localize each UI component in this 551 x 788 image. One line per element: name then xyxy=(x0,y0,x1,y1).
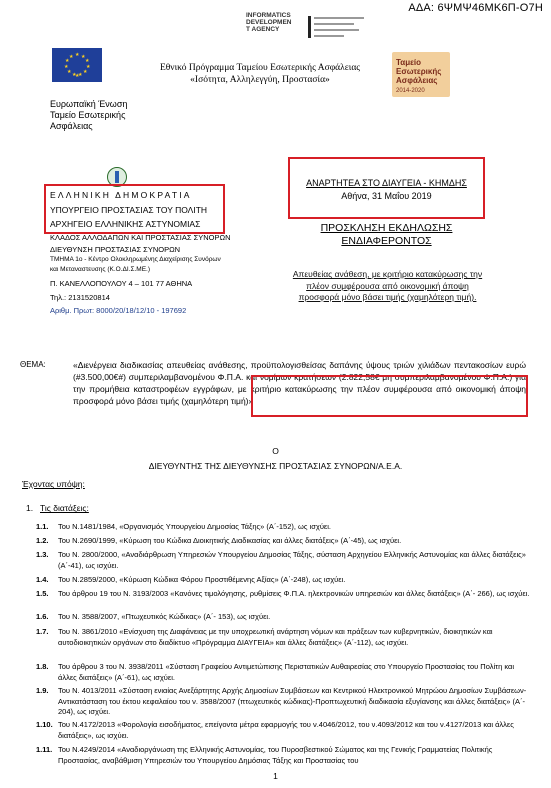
isf-logo: Ταμείο Εσωτερικής Ασφάλειας 2014-2020 xyxy=(392,52,450,97)
date-line: Αθήνα, 31 Μαΐου 2019 xyxy=(341,191,432,201)
svg-text:★: ★ xyxy=(72,72,77,78)
svg-text:★: ★ xyxy=(81,54,86,60)
subject-highlight-box xyxy=(251,375,528,417)
law-item: 1.6. Του Ν. 3588/2007, «Πτωχευτικός Κώδικας» (Α΄- 153), ως ισχύει. xyxy=(36,612,271,621)
considering-heading: Έχοντας υπόψη: xyxy=(22,479,85,489)
svg-text:★: ★ xyxy=(83,69,88,75)
ministry-title: ΥΠΟΥΡΓΕΙΟ ΠΡΟΣΤΑΣΙΑΣ ΤΟΥ ΠΟΛΙΤΗ xyxy=(50,205,208,215)
protocol-number: Αριθμ. Πρωτ: 8000/20/18/12/10 - 197692 xyxy=(50,306,187,315)
svg-text:★: ★ xyxy=(67,69,72,75)
eu-caption: Ευρωπαϊκή Ένωση Ταμείο Εσωτερικής Ασφάλειας xyxy=(50,99,128,131)
svg-text:★: ★ xyxy=(75,73,80,79)
o-article: Ο xyxy=(272,446,279,456)
section-label: Τις διατάξεις: xyxy=(40,503,89,513)
svg-text:★: ★ xyxy=(85,58,90,64)
law-item: 1.1. Του Ν.1481/1984, «Οργανισμός Υπουργείου Δημοσίας Τάξης» (Α΄-152), ως ισχύει. xyxy=(36,522,332,531)
itdev-label: INFORMATICS DEVELOPMEN T AGENCY xyxy=(246,12,292,33)
law-item: 1.7. Του Ν. 3861/2010 «Ενίσχυση της Διαφάνειας με την υποχρεωτική ανάρτηση νόμων και πράξεων των κυβερνητικών, διοικητικών και αυτοδιοικητικών οργάνων στο διαδίκτυο «Πρόγραμμα ΔΙΑΥΓΕΙΑ» και άλλες διατάξεις» (Α΄-112), ως ισχύει. xyxy=(36,627,493,647)
dept-line-2: και Μεταναστευσης (Κ.Ο.ΔΙ.Σ.ΜΕ.) xyxy=(50,266,150,273)
svg-text:★: ★ xyxy=(64,64,69,70)
page-number: 1 xyxy=(273,771,278,781)
law-item: 1.11. Του Ν.4249/2014 «Αναδιοργάνωση της Ελληνικής Αστυνομίας, του Πυροσβεστικού Σώματος και της Γενικής Γραμματείας Πολιτικής Προστασίας, αναβάθμιση Υπηρεσιών του Υπουργείου Δημόσιας Τάξης και Προστασίας του xyxy=(36,745,493,765)
law-item: 1.8. Του άρθρου 3 του Ν. 3938/2011 «Σύσταση Γραφείου Αντιμετώπισης Περιστατικών Αυθαιρεσίας στο Υπουργείο Προστασίας του Πολίτη και άλλες διατάξεις» (Α΄-61), ως ισχύει. xyxy=(36,662,515,682)
law-item: 1.5. Του άρθρου 19 του Ν. 3193/2003 «Κανόνες τιμολόγησης, ρυθμίσεις Φ.Π.Α. ηλεκτρονικών υπηρεσιών και άλλες διατάξεις» (Α΄- 266), ως ισχύει. xyxy=(36,589,530,598)
law-item: 1.9. Του Ν. 4013/2011 «Σύσταση ενιαίας Ανεξάρτητης Αρχής Δημοσίων Συμβάσεων και Κεντρικού Ηλεκτρονικού Μητρώου Δημοσίων Συμβάσεων- Αντικατάσταση του έκτου κεφαλαίου του ν. 3588/2007 (πτωχευτικός κώδικας)-Προπτωχευτική διαδικασία εξυγίανσης και άλλες διατάξεις» (Α΄- 204), ως ισχύει. xyxy=(36,686,527,716)
itdev-logo-icon xyxy=(308,13,370,41)
branch-line: ΚΛΑΔΟΣ ΑΛΛΟΔΑΠΩΝ ΚΑΙ ΠΡΟΣΤΑΣΙΑΣ ΣΥΝΟΡΩΝ xyxy=(50,233,231,242)
svg-text:★: ★ xyxy=(75,52,80,58)
program-title: Εθνικό Πρόγραμμα Ταμείου Εσωτερικής Ασφάλειας «Ισότητα, Αλληλεγγύη, Προστασία» xyxy=(159,63,361,85)
subject-label: ΘΕΜΑ: xyxy=(20,360,46,369)
svg-text:★: ★ xyxy=(78,72,83,78)
dept-line: ΤΜΗΜΑ 1ο - Κέντρο Ολοκληρωμένης Διαχείρισης Συνόρων xyxy=(50,256,221,263)
law-item: 1.4. Του Ν.2859/2000, «Κύρωση Κώδικα Φόρου Προστιθέμενης Αξίας» (Α΄-248), ως ισχύει. xyxy=(36,575,346,584)
directorate-line: ΔΙΕΥΘΥΝΣΗ ΠΡΟΣΤΑΣΙΑΣ ΣΥΝΟΡΩΝ xyxy=(50,245,181,254)
svg-text:★: ★ xyxy=(65,58,70,64)
svg-text:★: ★ xyxy=(86,64,91,70)
procedure-purpose: Απευθείας ανάθεση, με κριτήριο κατακύρωσης την πλέον συμφέρουσα από οικονομική άποψη προσφορά μόνο βάσει τιμής (χαμηλότερη τιμή). xyxy=(292,269,483,302)
svg-text:★: ★ xyxy=(69,54,74,60)
address-line: Π. ΚΑΝΕΛΛΟΠΟΥΛΟΥ 4 – 101 77 ΑΘΗΝΑ xyxy=(50,279,193,288)
subject-text: «Διενέργεια διαδικασίας απευθείας ανάθεσης, προϋπολογισθείσας δαπάνης ύψους τριών χιλιάδων πεντακοσίων ευρώ (#3.500,00€#) συμπεριλαμβανομένου Φ.Π.Α. και νομίμων κρατήσεων (2.822,58€ μη συμπεριλαμβανομένου Φ.Π.Α.) για την προμήθεια καταστροφέων εγγράφων, με κριτήριο κατακύρωσης την πλέον συμφέρουσα από οικονομική άποψη προσφορά μόνο βάσει τιμής (χαμηλότερη τιμή)» xyxy=(73,360,526,406)
law-item: 1.3. Του Ν. 2800/2000, «Αναδιάρθρωση Υπηρεσιών Υπουργείου Δημοσίας Τάξης, σύσταση Αρχηγείου Ελληνικής Αστυνομίας και άλλες διατάξεις» (Α΄-41), ως ισχύει. xyxy=(36,550,526,570)
posting-highlight-box xyxy=(288,157,485,219)
director-title: ΔΙΕΥΘΥΝΤΗΣ ΤΗΣ ΔΙΕΥΘΥΝΣΗΣ ΠΡΟΣΤΑΣΙΑΣ ΣΥΝΟΡΩΝ/Α.Ε.Α. xyxy=(148,461,403,471)
republic-title: ΕΛΛΗΝΙΚΗ ΔΗΜΟΚΡΑΤΙΑ xyxy=(50,190,192,200)
section-number: 1. xyxy=(26,503,34,513)
ada-code: ΑΔΑ: 6ΨΜΨ46ΜΚ6Π-Ο7Η xyxy=(408,2,543,14)
posting-note: ΑΝΑΡΤΗΤΕΑ ΣΤΟ ΔΙΑΥΓΕΙΑ - ΚΗΜΔΗΣ xyxy=(306,178,467,188)
hq-title: ΑΡΧΗΓΕΙΟ ΕΛΛΗΝΙΚΗΣ ΑΣΤΥΝΟΜΙΑΣ xyxy=(50,219,201,229)
eu-flag-icon xyxy=(52,48,102,82)
phone-line: Τηλ.: 2131520814 xyxy=(50,293,110,302)
law-item: 1.2. Του Ν.2690/1999, «Κύρωση του Κώδικα Διοικητικής Διαδικασίας και άλλες διατάξεις» (Α΄-45), ως ισχύει. xyxy=(36,536,402,545)
invitation-title: ΠΡΟΣΚΛΗΣΗ ΕΚΔΗΛΩΣΗΣ ΕΝΔΙΑΦΕΡΟΝΤΟΣ xyxy=(320,222,453,247)
law-item: 1.10. Του Ν.4172/2013 «Φορολογία εισοδήματος, επείγοντα μέτρα εφαρμογής του ν.4046/2012, του ν.4093/2012 και του ν.4127/2013 και άλλες διατάξεις», ως ισχύει. xyxy=(36,720,514,740)
